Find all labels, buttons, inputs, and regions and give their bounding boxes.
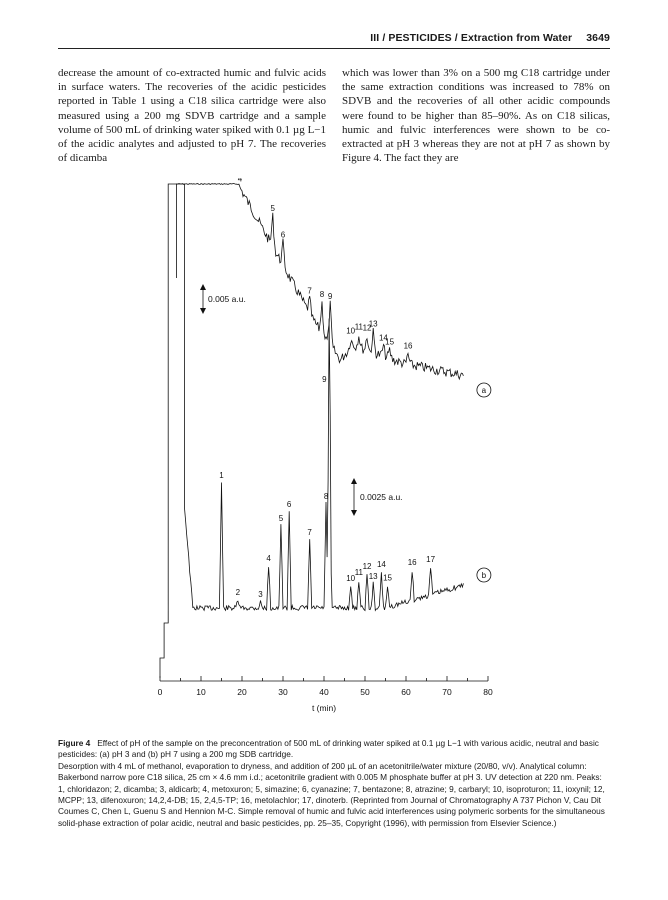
peak-label-b-14: 14 <box>376 560 386 569</box>
time-axis-tick-label: 50 <box>360 687 370 697</box>
peak-label-a-5: 5 <box>270 203 275 213</box>
peak-label-a-16: 16 <box>403 341 413 351</box>
figure-caption <box>58 738 610 829</box>
caption-title: Effect of pH of the sample on the preconcentration of 500 mL of drinking water spiked at 0.1 µg L−1 with various acidic, neutral and basic pesticides: (a) pH 3 and (b) pH 7 using a 200 mg SDB cartridge. <box>58 738 599 760</box>
peak-label-b-12: 12 <box>362 562 372 571</box>
scale-bar-b-arrow-up <box>351 478 357 484</box>
peak-label-b-16: 16 <box>407 558 417 568</box>
peak-label-b-2: 2 <box>235 588 241 597</box>
time-axis-tick-label: 60 <box>401 687 411 697</box>
trace-a-letter: a <box>481 386 487 395</box>
peak-label-b-17: 17 <box>426 554 436 564</box>
scale-bar-a-arrow-down <box>200 308 206 314</box>
peak-label-a-13: 13 <box>368 319 378 329</box>
peak-label-b-6: 6 <box>286 500 292 509</box>
right-column-paragraph: which was lower than 3% on a 500 mg C18 cartridge under the same extraction conditions was increased to 78% on SDVB and the recoveries of all other acidic compounds were found to be higher than 85–90%. As on C18 silicas, humic and fulvic interferences were shown to be co-extracted at pH 3 whereas they are not at pH 7 as shown by Figure 4. The fact they are <box>342 67 610 165</box>
peak-label-b-4: 4 <box>266 554 271 563</box>
peak-label-a-14: 14 <box>378 333 388 343</box>
peak-label-b-13: 13 <box>368 572 378 581</box>
time-axis-tick-label: 20 <box>237 687 247 697</box>
time-axis <box>158 676 493 713</box>
chromatogram-svg <box>140 178 520 718</box>
peak-label-b-10: 10 <box>346 574 356 583</box>
peak-label-a-4: 4 <box>237 178 243 184</box>
scale-bar-b-arrow-down <box>351 510 357 516</box>
peak-label-b-3: 3 <box>258 590 263 599</box>
header-rule <box>58 48 610 49</box>
trace-a-line <box>176 184 463 380</box>
peak-label-a-11: 11 <box>354 322 364 332</box>
left-column-paragraph: decrease the amount of co-extracted humic and fulvic acids in surface waters. The recoveries of the acidic pesticides reported in Table 1 using a C18 silica cartridge were also measured using a 200 mg SDVB cartridge and a sample volume of 500 mL of drinking water spiked with 0.1 µg L−1 of the acidic analytes and adjusted to pH 7. The recoveries of dicamba <box>58 67 326 165</box>
time-axis-tick-label: 30 <box>278 687 288 697</box>
trace-b-group <box>160 184 491 678</box>
caption-details: Desorption with 4 mL of methanol, evaporation to dryness, and addition of 200 µL of an acetonitrile/water mixture (20/80, v/v). Analytical column: Bakerbond narrow pore C18 silica, 25 cm × 4.6 mm i.d.; acetonitrile gradient with 0.005 M phosphate buffer at pH 3. UV detection at 220 nm. Peaks: 1, chloridazon; 2, dicamba; 3, aldicarb; 4, metoxuron; 5, simazine; 6, cyanazine; 7, bentazone; 8, atrazine; 9, carbaryl; 10, isoproturon; 11, ioxynil; 12, MCPP; 13, difenoxuron; 14,2,4-DB; 15, 2,4,5-TP; 16, metolachlor; 17, dinoterb. (Reprinted from Journal of Chromatography A 737 Pichon V, Cau Dit Coumes C, Chen L, Guenu S and Hennion M-C. Simple removal of humic and fulvic acid interferences using polymeric sorbents for the simultaneous solid-phase extraction of polar acidic, neutral and basic pesticides, pp. 25–35, Copyright (1996), with permission from Elsevier Science.) <box>58 760 605 828</box>
time-axis-tick-label: 80 <box>483 687 493 697</box>
trace-a-group <box>176 184 491 398</box>
peak-label-b-11: 11 <box>354 568 364 577</box>
time-axis-title: t (min) <box>311 703 337 713</box>
chromatogram-figure <box>140 178 520 718</box>
scale-bar-a-label: 0.005 a.u. <box>208 294 246 304</box>
peak-label-b-9: 9 <box>322 375 327 384</box>
time-axis-tick-label: 0 <box>157 687 163 697</box>
scale-bar-a-arrow-up <box>200 284 206 290</box>
time-axis-tick-label: 10 <box>196 687 206 697</box>
peak-label-b-5: 5 <box>278 514 284 523</box>
peak-label-b-8: 8 <box>323 492 329 501</box>
trace-b-letter: b <box>481 571 487 580</box>
right-text-column <box>342 66 610 165</box>
time-axis-tick-label: 70 <box>442 687 452 697</box>
figure-label: Figure 4 <box>58 738 91 748</box>
scale-bar-b-label: 0.0025 a.u. <box>360 492 403 502</box>
time-axis-tick-label: 40 <box>319 687 329 697</box>
peak-label-a-8: 8 <box>319 290 325 299</box>
peak-label-a-7: 7 <box>307 286 312 296</box>
peak-label-b-7: 7 <box>307 528 312 537</box>
peak-label-a-15: 15 <box>385 337 395 347</box>
left-text-column <box>58 66 326 165</box>
peak-label-a-12: 12 <box>362 323 372 333</box>
trace-b-line <box>160 184 463 678</box>
page-number: 3649 <box>586 32 610 44</box>
peak-label-a-9: 9 <box>327 292 333 301</box>
running-title: III / PESTICIDES / Extraction from Water <box>370 32 573 44</box>
peak-label-b-1: 1 <box>219 471 224 480</box>
peak-label-a-10: 10 <box>346 326 356 336</box>
peak-label-a-6: 6 <box>280 230 286 240</box>
peak-label-b-15: 15 <box>383 573 393 583</box>
running-header <box>370 32 610 44</box>
